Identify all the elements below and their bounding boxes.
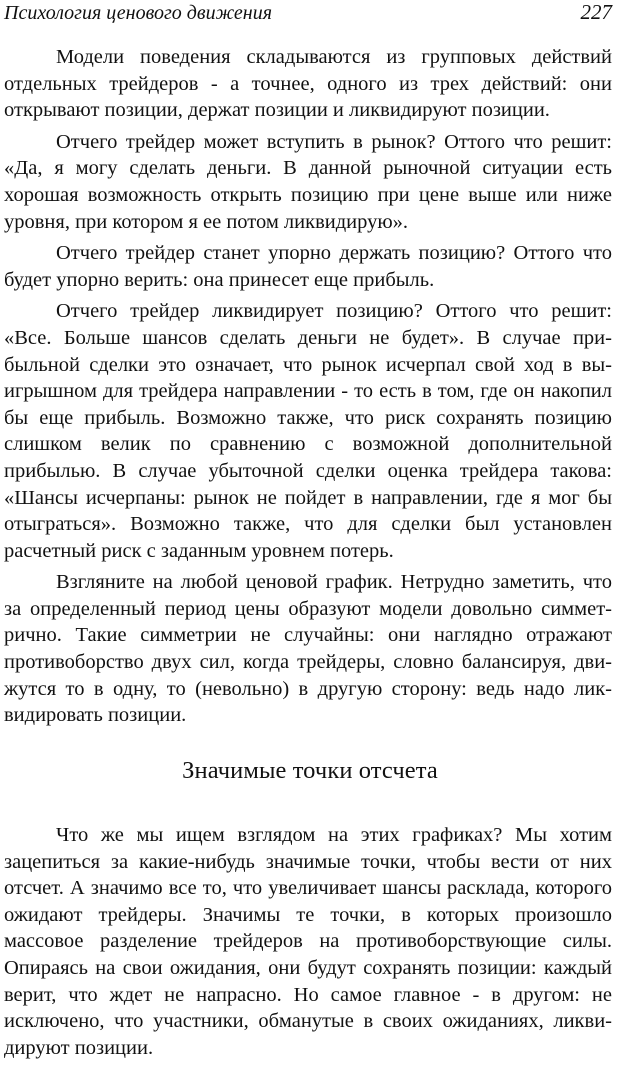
paragraph: Что же мы ищем взглядом на этих графиках? Мы хотим зацепиться за какие-нибудь значимые точки, чтобы вести от них отсчет. А значимо все то, что увеличивает шансы расклада, которого ожидают трейдеры. Значимы те точки, в которых произошло массовое разделение трейдеров на противоборствующие силы. Опираясь на свои ожидания, они будут сохранять позиции: каждый верит, что ждет не напрасно. Но самое главное - в другом: не исключено, что участники, обманутые в своих ожиданиях, ликвидируют позиции. bbox=[4, 824, 612, 1059]
paragraph: Отчего трейдер станет упорно держать позицию? Оттого что будет упорно верить: она принесет еще прибыль. bbox=[4, 242, 612, 291]
body-text-after-heading bbox=[4, 822, 612, 1066]
section-heading: Значимые точки отсчета bbox=[182, 757, 438, 784]
paragraph: Взгляните на любой ценовой график. Нетрудно заметить, что за определенный период цены образуют модели довольно симметрично. Такие симметрии не случайны: они наглядно отражают противоборство двух сил, когда трейдеры, словно балансируя, движутся то в одну, то (невольно) в другую сторону: ведь надо ликвидировать позиции. bbox=[4, 571, 612, 727]
page-number: 227 bbox=[580, 0, 612, 24]
body-text-before-heading bbox=[4, 44, 612, 734]
paragraph: Модели поведения складываются из групповых действий отдельных трейдеров - а точнее, одного из трех действий: они открывают позиции, держат позиции и ликвидируют позиции. bbox=[4, 46, 612, 122]
paragraph: Отчего трейдер может вступить в рынок? Оттого что решит: «Да, я могу сделать деньги. В данной рыночной ситуации есть хорошая возможность открыть позицию при цене выше или ниже уровня, при котором я ее потом ликвидирую». bbox=[4, 130, 612, 233]
paragraph: Отчего трейдер ликвидирует позицию? Оттого что решит: «Все. Больше шансов сделать деньги не будет». В случае прибыльной сделки это означает, что рынок исчерпал свой ход в выигрышном для трейдера направлении - то есть в том, где он накопил бы еще прибыль. Возможно также, что риск сохранять позицию слишком велик по сравнению с возможной дополнительной прибылью. В случае убыточной сделки оценка трейдера такова: «Шансы исчерпаны: рынок не пойдет в направлении, где я мог бы отыграться». Возможно также, что для сделки был установлен расчетный риск с заданным уровнем потерь. bbox=[4, 300, 612, 562]
running-header bbox=[4, 0, 612, 26]
running-title: Психология ценового движения bbox=[4, 2, 273, 24]
